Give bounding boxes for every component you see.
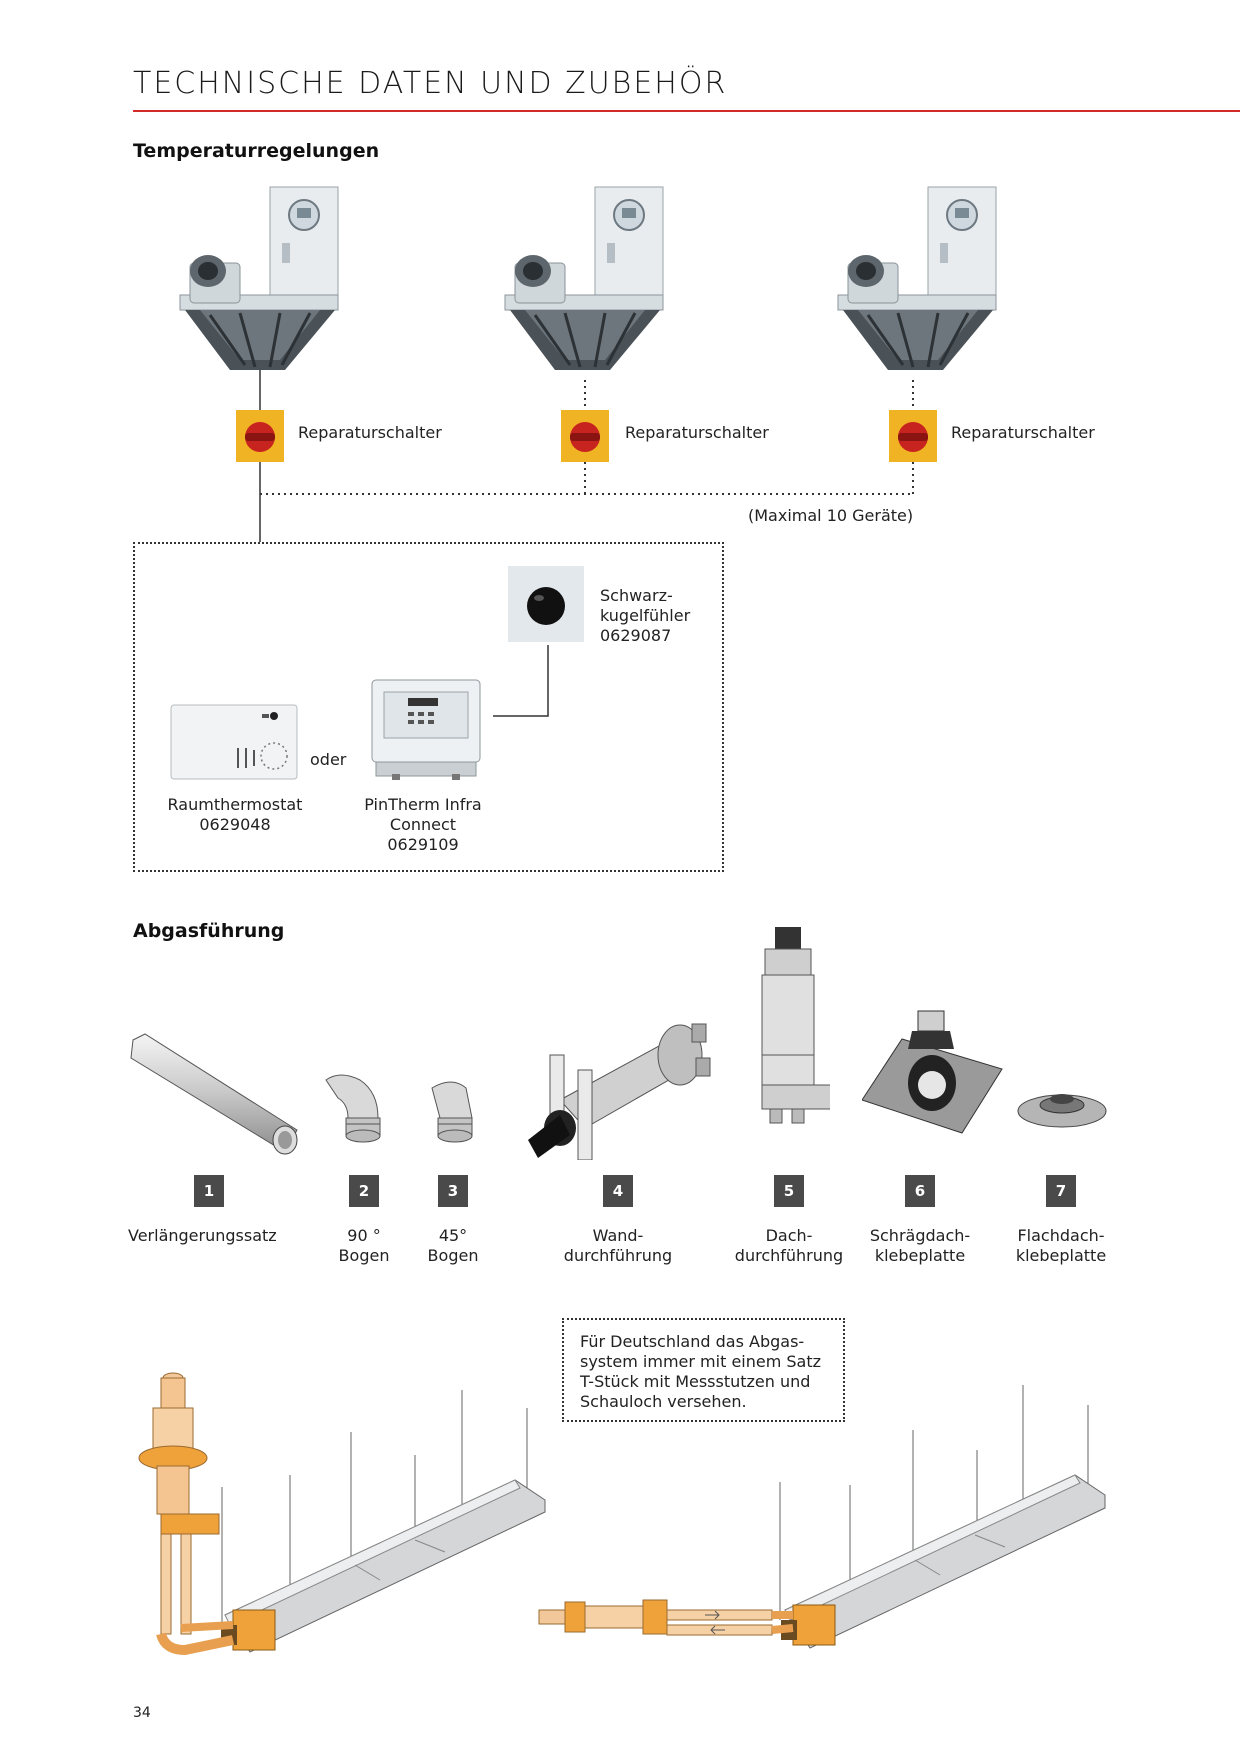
section-heading-temperature: Temperaturregelungen xyxy=(133,140,380,162)
item-label-2-line2: Bogen xyxy=(338,1246,390,1265)
bend-90-icon xyxy=(320,1068,385,1153)
radiant-heater-2-icon xyxy=(495,185,685,375)
item-label-1-line1: Verlängerungssatz xyxy=(128,1226,277,1245)
note-line2: system immer mit einem Satz xyxy=(580,1352,822,1371)
bend-45-icon xyxy=(428,1078,478,1156)
switch-label-2: Reparaturschalter xyxy=(625,423,769,442)
switch-label-1: Reparaturschalter xyxy=(298,423,442,442)
item-number-2: 2 xyxy=(349,1175,379,1207)
room-thermostat-icon xyxy=(170,704,298,780)
item-label-6-line2: klebeplatte xyxy=(874,1246,966,1265)
sensor-label-line3: 0629087 xyxy=(600,626,672,645)
installation-horizontal-illustration xyxy=(535,1370,1115,1670)
room-thermostat-label-line2: 0629048 xyxy=(199,815,271,834)
roof-duct-icon xyxy=(750,925,830,1150)
sensor-label-line1: Schwarz- xyxy=(600,586,673,605)
repair-switch-2-icon xyxy=(561,410,609,462)
section-heading-exhaust: Abgasführung xyxy=(133,920,285,942)
item-label-7-line1: Flachdach- xyxy=(1017,1226,1105,1245)
item-label-1 xyxy=(128,1226,288,1246)
note-line1: Für Deutschland das Abgas- xyxy=(580,1332,805,1351)
item-number-5: 5 xyxy=(774,1175,804,1207)
item-label-5-line2: durchführung xyxy=(734,1246,844,1265)
controller-label xyxy=(348,795,498,855)
item-label-7-line2: klebeplatte xyxy=(1015,1246,1107,1265)
page-number: 34 xyxy=(133,1705,151,1721)
wall-duct-icon xyxy=(520,1010,720,1160)
item-label-5-line1: Dach- xyxy=(765,1226,813,1245)
item-label-5 xyxy=(719,1226,859,1266)
radiant-heater-1-icon xyxy=(170,185,360,375)
item-number-3: 3 xyxy=(438,1175,468,1207)
item-label-4-line2: durchführung xyxy=(563,1246,673,1265)
controller-label-line1: PinTherm Infra xyxy=(364,795,482,814)
max-devices-note: (Maximal 10 Geräte) xyxy=(748,506,914,525)
item-label-4-line1: Wand- xyxy=(592,1226,644,1245)
pintherm-controller-icon xyxy=(370,678,482,782)
page-title: TECHNISCHE DATEN UND ZUBEHÖR xyxy=(133,66,728,101)
pitched-roof-plate-icon xyxy=(862,1005,1004,1155)
item-number-4: 4 xyxy=(603,1175,633,1207)
item-label-7 xyxy=(991,1226,1131,1266)
controller-label-line3: 0629109 xyxy=(387,835,459,854)
item-label-6-line1: Schrägdach- xyxy=(869,1226,971,1245)
item-label-4 xyxy=(548,1226,688,1266)
item-number-6: 6 xyxy=(905,1175,935,1207)
item-number-7: 7 xyxy=(1046,1175,1076,1207)
connector-or: oder xyxy=(310,750,347,769)
item-label-3-line1: 45° xyxy=(438,1226,468,1245)
item-label-3-line2: Bogen xyxy=(427,1246,479,1265)
extension-pipe-icon xyxy=(125,1030,305,1160)
repair-switch-3-icon xyxy=(889,410,937,462)
item-number-1: 1 xyxy=(194,1175,224,1207)
item-label-3 xyxy=(403,1226,503,1266)
note-line4: Schauloch versehen. xyxy=(580,1392,747,1411)
repair-switch-1-icon xyxy=(236,410,284,462)
item-label-2-line1: 90 ° xyxy=(347,1226,381,1245)
sensor-label xyxy=(600,586,690,646)
installation-vertical-illustration xyxy=(125,1370,555,1670)
item-label-6 xyxy=(850,1226,990,1266)
flat-roof-plate-icon xyxy=(1016,1075,1108,1131)
switch-label-3: Reparaturschalter xyxy=(951,423,1095,442)
radiant-heater-3-icon xyxy=(828,185,1018,375)
room-thermostat-label-line1: Raumthermostat xyxy=(167,795,303,814)
room-thermostat-label xyxy=(150,795,320,835)
item-label-2 xyxy=(314,1226,414,1266)
controller-label-line2: Connect xyxy=(389,815,457,834)
sensor-label-line2: kugelfühler xyxy=(600,606,691,625)
note-line3: T-Stück mit Messstutzen und xyxy=(580,1372,811,1391)
black-globe-sensor-icon xyxy=(508,566,584,642)
